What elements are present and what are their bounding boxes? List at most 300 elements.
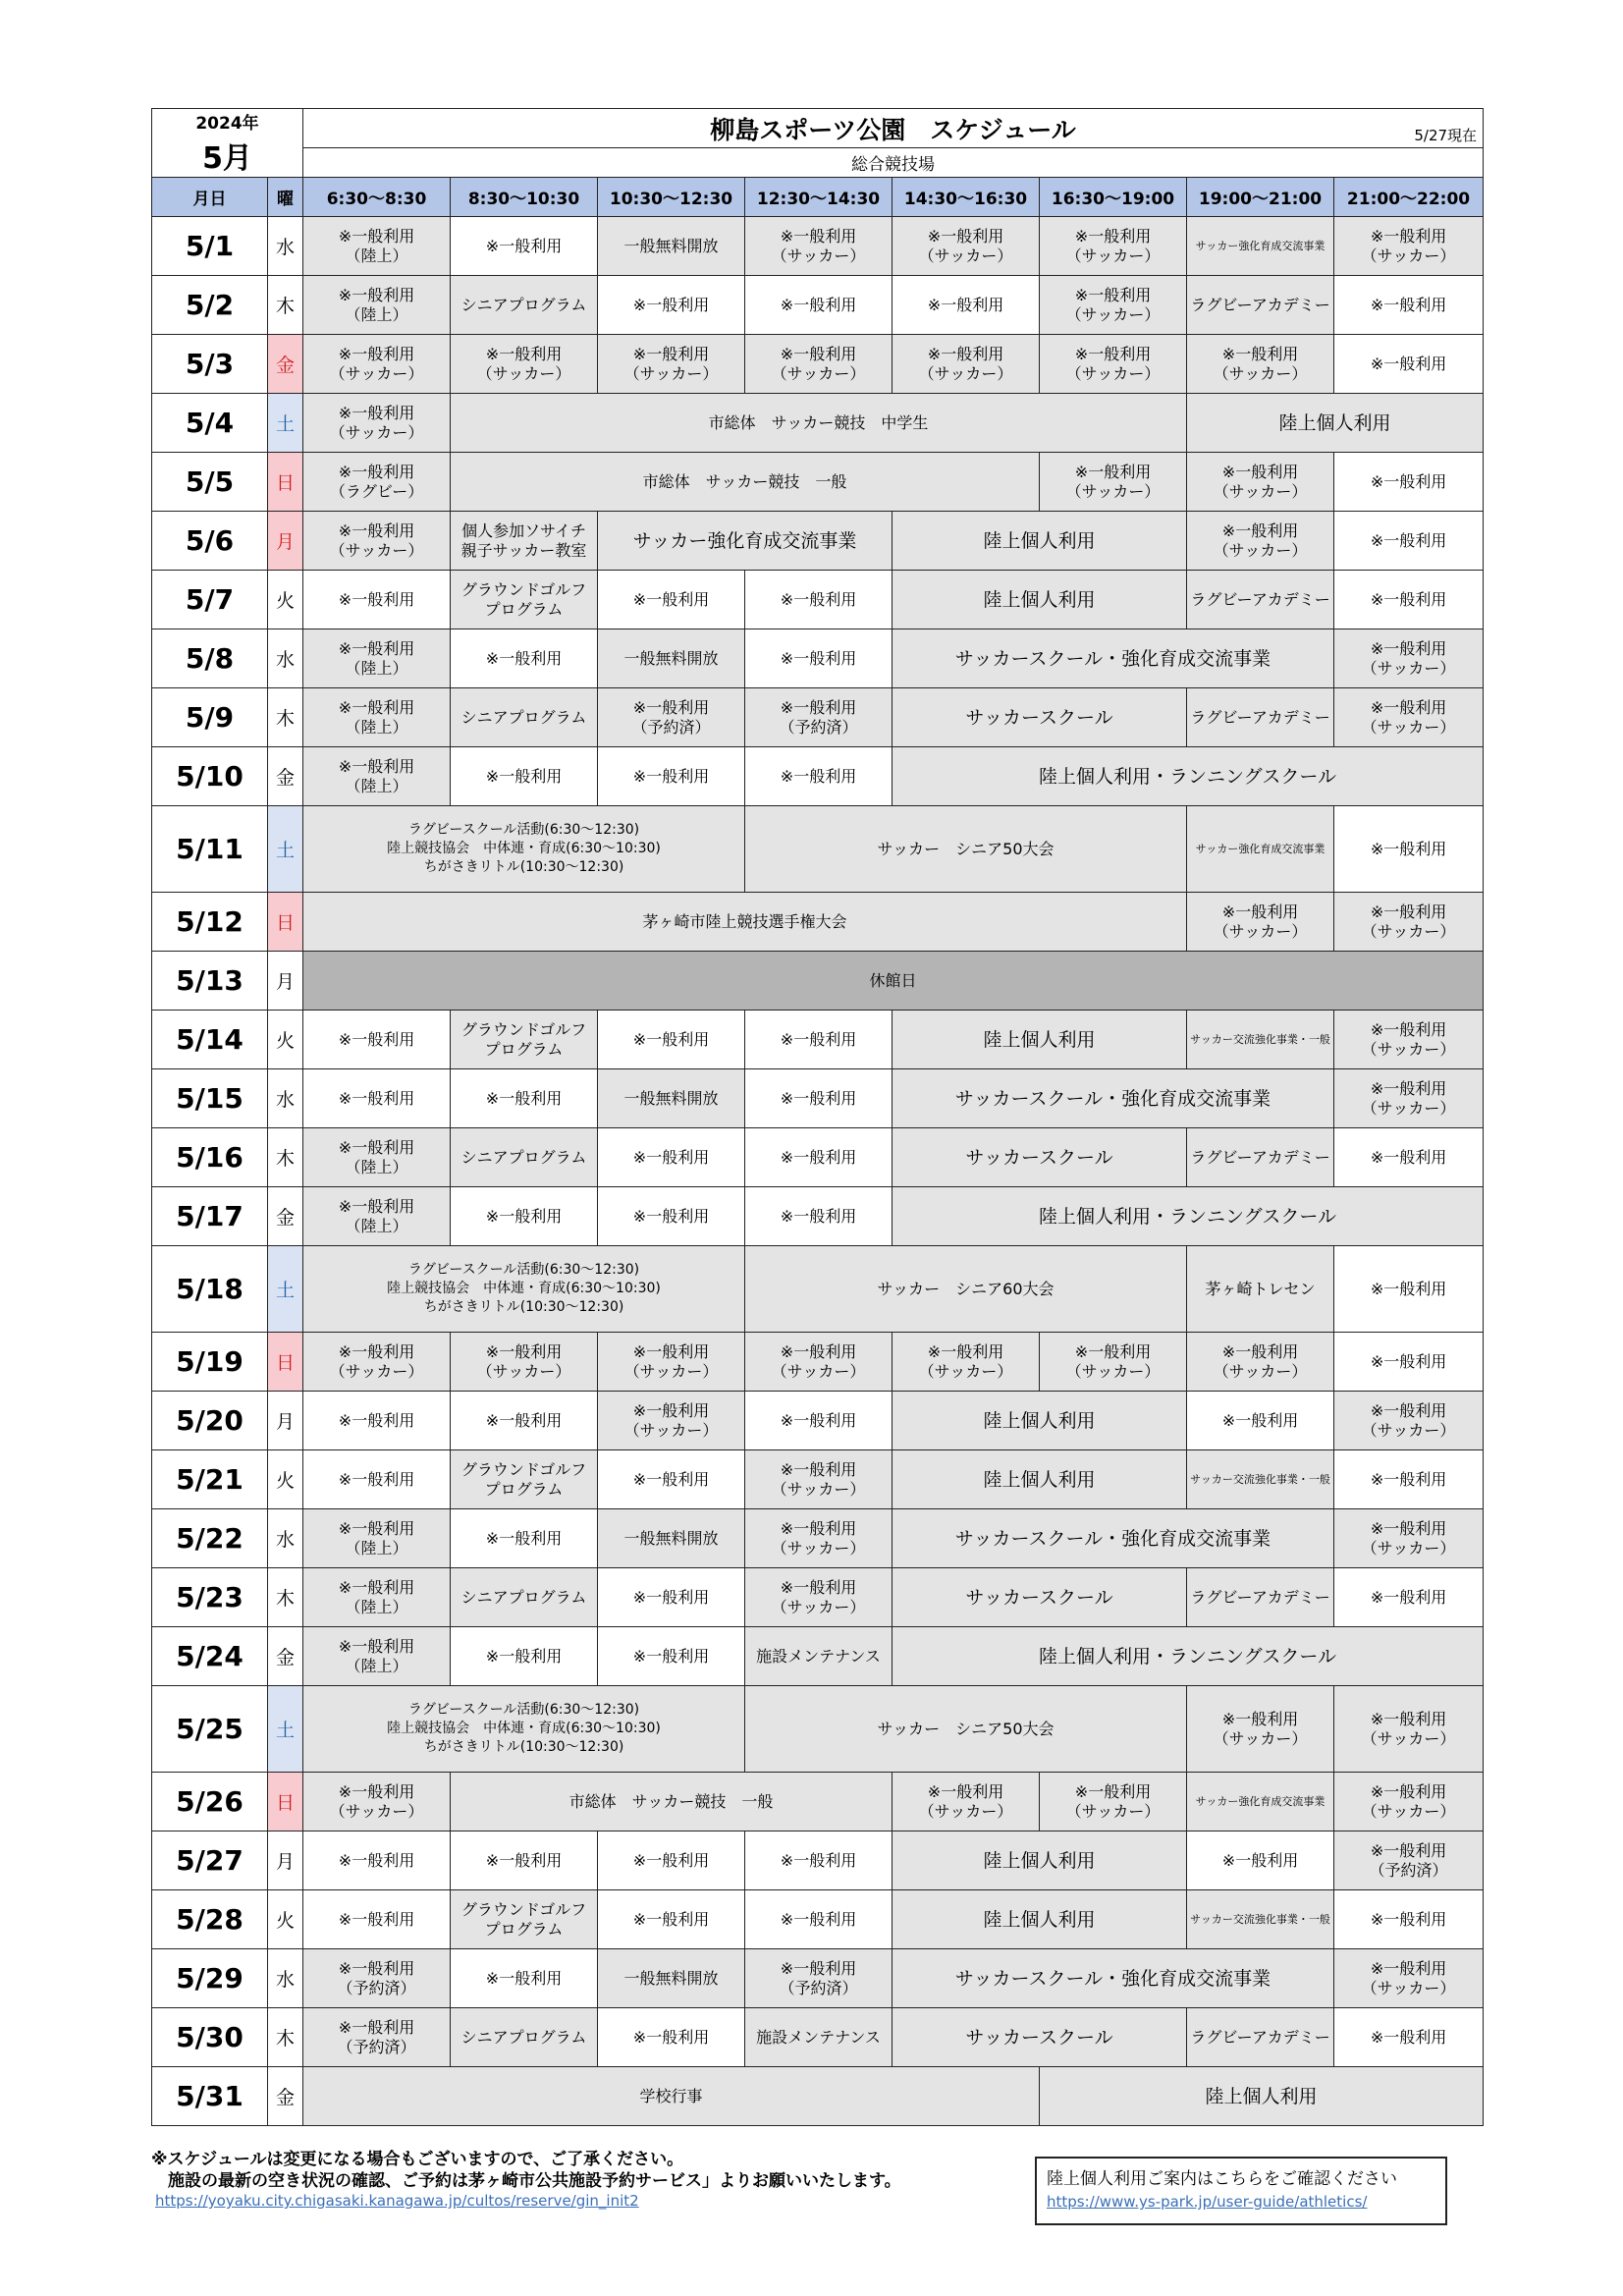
date-cell: 5/22 bbox=[152, 1509, 268, 1568]
schedule-cell bbox=[1334, 1831, 1484, 1890]
schedule-cell-line: ※一般利用 bbox=[338, 1410, 415, 1430]
schedule-cell-line: 一般無料開放 bbox=[623, 1968, 719, 1988]
schedule-cell bbox=[1040, 453, 1187, 512]
schedule-cell-line: ※一般利用 bbox=[338, 1518, 415, 1538]
schedule-row bbox=[152, 1949, 1484, 2008]
schedule-cell bbox=[745, 1831, 893, 1890]
schedule-cell bbox=[1187, 453, 1334, 512]
schedule-cell bbox=[1334, 1333, 1484, 1392]
date-cell: 5/1 bbox=[152, 217, 268, 276]
schedule-cell-line: ※一般利用 bbox=[1370, 1709, 1447, 1728]
schedule-cell-line: サッカースクール bbox=[965, 1146, 1113, 1169]
schedule-cell bbox=[451, 1890, 598, 1949]
schedule-cell-line: 一般無料開放 bbox=[623, 1088, 719, 1108]
schedule-cell bbox=[303, 1187, 451, 1246]
schedule-cell-line: サッカースクール bbox=[965, 1586, 1113, 1609]
schedule-cell bbox=[745, 1627, 893, 1686]
schedule-cell bbox=[1334, 1509, 1484, 1568]
schedule-row bbox=[152, 952, 1484, 1011]
col-header-slot: 16:30～19:00 bbox=[1040, 178, 1187, 217]
schedule-cell bbox=[1187, 276, 1334, 335]
schedule-cell-line: （サッカー） bbox=[329, 1801, 424, 1821]
col-header-slot: 19:00～21:00 bbox=[1187, 178, 1334, 217]
schedule-row bbox=[152, 453, 1484, 512]
schedule-cell-line: ※一般利用 bbox=[632, 1341, 710, 1361]
schedule-cell bbox=[1187, 1246, 1334, 1333]
schedule-cell-line: サッカースクール・強化育成交流事業 bbox=[954, 1087, 1271, 1110]
schedule-cell-line: （サッカー） bbox=[1361, 1728, 1456, 1748]
schedule-cell-line: ※一般利用 bbox=[780, 697, 857, 717]
venue-label: 総合競技場 bbox=[303, 148, 1484, 178]
schedule-cell-line: ※一般利用 bbox=[1370, 1078, 1447, 1098]
schedule-cell bbox=[598, 1568, 745, 1627]
schedule-cell bbox=[303, 512, 451, 571]
date-cell: 5/29 bbox=[152, 1949, 268, 2008]
schedule-row bbox=[152, 747, 1484, 806]
schedule-cell-line: ※一般利用 bbox=[1221, 344, 1299, 363]
schedule-cell-line: （サッカー） bbox=[1361, 717, 1456, 737]
schedule-row bbox=[152, 629, 1484, 688]
schedule-cell-line: （予約済） bbox=[1369, 1860, 1448, 1880]
schedule-cell bbox=[745, 1392, 893, 1450]
schedule-cell-line: ※一般利用 bbox=[632, 589, 710, 609]
schedule-cell bbox=[303, 1392, 451, 1450]
schedule-cell bbox=[451, 1627, 598, 1686]
schedule-row bbox=[152, 2008, 1484, 2067]
schedule-cell bbox=[893, 1949, 1334, 2008]
schedule-cell bbox=[1334, 1450, 1484, 1509]
schedule-cell-line: 陸上競技協会 中体連・育成(6:30～10:30) bbox=[387, 1281, 661, 1296]
schedule-cell-line: （サッカー） bbox=[918, 363, 1013, 383]
schedule-cell-line: （陸上） bbox=[345, 717, 408, 737]
schedule-cell bbox=[303, 1128, 451, 1187]
schedule-cell-line: （サッカー） bbox=[1213, 1361, 1308, 1381]
schedule-cell bbox=[745, 688, 893, 747]
month-label: 5月 bbox=[202, 141, 252, 176]
schedule-cell bbox=[303, 1890, 451, 1949]
schedule-row bbox=[152, 1128, 1484, 1187]
schedule-cell-line: （サッカー） bbox=[1065, 363, 1161, 383]
schedule-cell bbox=[745, 1450, 893, 1509]
schedule-cell-line: （サッカー） bbox=[918, 246, 1013, 265]
schedule-cell-line: 陸上個人利用 bbox=[983, 529, 1096, 552]
schedule-cell bbox=[893, 1568, 1187, 1627]
schedule-row bbox=[152, 217, 1484, 276]
schedule-cell-line: （サッカー） bbox=[623, 363, 719, 383]
schedule-row bbox=[152, 1392, 1484, 1450]
schedule-cell-line: ラグビーアカデミー bbox=[1190, 1147, 1330, 1167]
schedule-cell bbox=[598, 629, 745, 688]
schedule-cell bbox=[598, 1450, 745, 1509]
schedule-cell bbox=[598, 276, 745, 335]
schedule-cell bbox=[451, 335, 598, 394]
schedule-cell bbox=[451, 2008, 598, 2067]
schedule-cell-line: 陸上個人利用 bbox=[983, 1468, 1096, 1491]
schedule-cell bbox=[451, 1333, 598, 1392]
schedule-cell-line: シニアプログラム bbox=[460, 2027, 587, 2047]
schedule-cell-line: （陸上） bbox=[345, 1216, 408, 1235]
schedule-row bbox=[152, 512, 1484, 571]
schedule-cell-line: ※一般利用 bbox=[338, 1137, 415, 1157]
schedule-row bbox=[152, 688, 1484, 747]
schedule-cell-line: サッカースクール・強化育成交流事業 bbox=[954, 647, 1271, 670]
schedule-cell-line: 陸上個人利用 bbox=[983, 1028, 1096, 1051]
schedule-cell-line: （サッカー） bbox=[476, 1361, 571, 1381]
schedule-cell-line: ※一般利用 bbox=[1370, 1840, 1447, 1860]
schedule-row bbox=[152, 1011, 1484, 1069]
weekday-cell: 土 bbox=[268, 806, 303, 893]
schedule-cell bbox=[451, 1128, 598, 1187]
weekday-cell: 月 bbox=[268, 1831, 303, 1890]
schedule-cell bbox=[303, 1686, 745, 1773]
schedule-cell bbox=[1187, 806, 1334, 893]
schedule-cell-line: ※一般利用 bbox=[927, 344, 1004, 363]
schedule-cell-line: ※一般利用 bbox=[780, 1029, 857, 1049]
weekday-cell: 日 bbox=[268, 1333, 303, 1392]
schedule-cell-line: 陸上個人利用 bbox=[983, 1849, 1096, 1872]
date-cell: 5/12 bbox=[152, 893, 268, 952]
schedule-cell bbox=[1187, 1686, 1334, 1773]
weekday-cell: 金 bbox=[268, 747, 303, 806]
schedule-cell-line: ※一般利用 bbox=[632, 2027, 710, 2047]
date-cell: 5/31 bbox=[152, 2067, 268, 2126]
schedule-cell-line: ※一般利用 bbox=[1370, 1351, 1447, 1371]
schedule-cell bbox=[893, 629, 1334, 688]
schedule-cell-line: ※一般利用 bbox=[780, 1341, 857, 1361]
schedule-cell-line: ※一般利用 bbox=[338, 520, 415, 540]
date-cell: 5/15 bbox=[152, 1069, 268, 1128]
schedule-cell bbox=[1334, 688, 1484, 747]
schedule-cell bbox=[303, 952, 1484, 1011]
schedule-cell-line: ※一般利用 bbox=[1074, 226, 1152, 246]
weekday-cell: 金 bbox=[268, 1187, 303, 1246]
weekday-cell: 日 bbox=[268, 453, 303, 512]
schedule-cell-line: ※一般利用 bbox=[1074, 285, 1152, 304]
schedule-cell bbox=[893, 1831, 1187, 1890]
reservation-link[interactable]: https://yoyaku.city.chigasaki.kanagawa.jp/cultos/reserve/gin_init2 bbox=[155, 2192, 639, 2210]
schedule-cell-line: （陸上） bbox=[345, 1538, 408, 1558]
schedule-notice: ※スケジュールは変更になる場合もございますので、ご了承ください。 施設の最新の空き状況の確認、ご予約は茅ヶ崎市公共施設予約サービス」よりお願いいたします。 bbox=[151, 2150, 901, 2191]
schedule-row bbox=[152, 806, 1484, 893]
schedule-cell-line: （サッカー） bbox=[623, 1420, 719, 1440]
schedule-cell-line: 陸上個人利用・ランニングスクール bbox=[1038, 1645, 1337, 1667]
athletics-info-link[interactable]: https://www.ys-park.jp/user-guide/athletics/ bbox=[1047, 2193, 1368, 2211]
schedule-cell bbox=[598, 688, 745, 747]
schedule-cell bbox=[1334, 1392, 1484, 1450]
weekday-cell: 水 bbox=[268, 1509, 303, 1568]
schedule-cell bbox=[893, 1128, 1187, 1187]
schedule-cell-line: ※一般利用 bbox=[338, 403, 415, 422]
schedule-cell bbox=[1334, 276, 1484, 335]
schedule-cell-line: サッカースクール・強化育成交流事業 bbox=[954, 1967, 1271, 1990]
schedule-cell-line: 個人参加ソサイチ bbox=[461, 520, 586, 540]
schedule-cell-line: ラグビーアカデミー bbox=[1190, 707, 1330, 727]
schedule-cell bbox=[303, 688, 451, 747]
schedule-cell-line: サッカー強化育成交流事業 bbox=[632, 529, 857, 552]
schedule-cell-line: （サッカー） bbox=[771, 1361, 866, 1381]
schedule-cell bbox=[451, 1773, 893, 1831]
schedule-cell-line: 陸上個人利用 bbox=[1205, 2085, 1318, 2107]
schedule-cell-line: （サッカー） bbox=[329, 363, 424, 383]
schedule-cell-line: ※一般利用 bbox=[1370, 530, 1447, 550]
schedule-cell-line: ※一般利用 bbox=[780, 1410, 857, 1430]
schedule-cell bbox=[451, 1450, 598, 1509]
schedule-cell-line: ※一般利用 bbox=[338, 1636, 415, 1656]
schedule-cell bbox=[893, 688, 1187, 747]
schedule-cell bbox=[598, 1392, 745, 1450]
date-cell: 5/11 bbox=[152, 806, 268, 893]
schedule-cell-line: プログラム bbox=[484, 1919, 564, 1939]
schedule-cell-line: ※一般利用 bbox=[485, 344, 563, 363]
schedule-cell-line: ※一般利用 bbox=[780, 589, 857, 609]
schedule-cell-line: サッカースクール・強化育成交流事業 bbox=[954, 1527, 1271, 1550]
schedule-cell-line: （予約済） bbox=[631, 717, 711, 737]
schedule-cell bbox=[303, 1627, 451, 1686]
schedule-cell-line: ※一般利用 bbox=[1074, 344, 1152, 363]
schedule-cell-line: （陸上） bbox=[345, 246, 408, 265]
schedule-cell-line: （サッカー） bbox=[1361, 1801, 1456, 1821]
schedule-cell bbox=[1334, 1773, 1484, 1831]
schedule-cell bbox=[893, 1392, 1187, 1450]
schedule-cell-line: （サッカー） bbox=[1065, 1361, 1161, 1381]
schedule-cell bbox=[451, 1568, 598, 1627]
schedule-cell-line: ※一般利用 bbox=[1370, 1518, 1447, 1538]
schedule-cell bbox=[1334, 806, 1484, 893]
date-cell: 5/13 bbox=[152, 952, 268, 1011]
schedule-cell bbox=[598, 335, 745, 394]
schedule-cell bbox=[893, 571, 1187, 629]
schedule-cell-line: ※一般利用 bbox=[1370, 1147, 1447, 1167]
schedule-cell bbox=[745, 1890, 893, 1949]
schedule-cell-line: ※一般利用 bbox=[485, 1528, 563, 1548]
weekday-cell: 火 bbox=[268, 1890, 303, 1949]
date-cell: 5/20 bbox=[152, 1392, 268, 1450]
schedule-cell-line: ※一般利用 bbox=[338, 638, 415, 658]
weekday-cell: 木 bbox=[268, 2008, 303, 2067]
schedule-cell bbox=[303, 893, 1187, 952]
weekday-cell: 金 bbox=[268, 1627, 303, 1686]
schedule-row bbox=[152, 1246, 1484, 1333]
schedule-cell-line: ※一般利用 bbox=[485, 648, 563, 668]
schedule-cell bbox=[1040, 335, 1187, 394]
schedule-cell-line: ※一般利用 bbox=[632, 1029, 710, 1049]
schedule-cell bbox=[745, 1949, 893, 2008]
schedule-cell bbox=[893, 1011, 1187, 1069]
schedule-cell-line: （ラグビー） bbox=[329, 481, 424, 501]
schedule-cell bbox=[1334, 1890, 1484, 1949]
schedule-cell bbox=[303, 453, 451, 512]
schedule-cell-line: ※一般利用 bbox=[780, 1577, 857, 1597]
schedule-cell-line: サッカー強化育成交流事業 bbox=[1195, 1794, 1325, 1808]
schedule-row bbox=[152, 571, 1484, 629]
schedule-row bbox=[152, 1568, 1484, 1627]
schedule-cell bbox=[598, 1949, 745, 2008]
schedule-cell bbox=[745, 1069, 893, 1128]
schedule-cell-line: ラグビーアカデミー bbox=[1190, 2027, 1330, 2047]
schedule-cell-line: ※一般利用 bbox=[632, 295, 710, 314]
schedule-cell bbox=[1187, 1011, 1334, 1069]
schedule-cell-line: ※一般利用 bbox=[1074, 1341, 1152, 1361]
schedule-cell-line: ※一般利用 bbox=[780, 1518, 857, 1538]
schedule-cell bbox=[893, 747, 1484, 806]
weekday-cell: 火 bbox=[268, 1450, 303, 1509]
schedule-cell-line: ※一般利用 bbox=[780, 648, 857, 668]
schedule-cell bbox=[451, 276, 598, 335]
schedule-cell-line: ※一般利用 bbox=[1221, 1850, 1299, 1870]
schedule-cell-line: （サッカー） bbox=[1065, 246, 1161, 265]
schedule-cell bbox=[893, 512, 1187, 571]
schedule-cell-line: サッカー強化育成交流事業 bbox=[1195, 842, 1325, 855]
weekday-cell: 月 bbox=[268, 512, 303, 571]
schedule-cell-line: ※一般利用 bbox=[1370, 226, 1447, 246]
schedule-row bbox=[152, 394, 1484, 453]
schedule-cell-line: ※一般利用 bbox=[1370, 354, 1447, 373]
schedule-cell-line: ※一般利用 bbox=[632, 766, 710, 786]
athletics-info-title: 陸上個人利用ご案内はこちらをご確認ください bbox=[1047, 2169, 1397, 2189]
schedule-cell bbox=[1334, 2008, 1484, 2067]
schedule-cell-line: 陸上競技協会 中体連・育成(6:30～10:30) bbox=[387, 841, 661, 856]
schedule-cell bbox=[893, 217, 1040, 276]
schedule-cell-line: 親子サッカー教室 bbox=[460, 540, 587, 560]
schedule-cell-line: 茅ヶ崎トレセン bbox=[1205, 1279, 1316, 1298]
schedule-cell-line: サッカー シニア60大会 bbox=[877, 1279, 1055, 1298]
schedule-cell bbox=[893, 1627, 1484, 1686]
schedule-cell-line: ※一般利用 bbox=[338, 1196, 415, 1216]
schedule-row bbox=[152, 1831, 1484, 1890]
schedule-cell-line: ※一般利用 bbox=[338, 1469, 415, 1489]
schedule-cell-line: シニアプログラム bbox=[460, 707, 587, 727]
schedule-row bbox=[152, 276, 1484, 335]
schedule-cell bbox=[1187, 893, 1334, 952]
schedule-cell-line: プログラム bbox=[484, 599, 564, 619]
schedule-cell bbox=[598, 571, 745, 629]
schedule-cell-line: ※一般利用 bbox=[485, 1968, 563, 1988]
schedule-cell bbox=[303, 1246, 745, 1333]
schedule-cell bbox=[303, 1450, 451, 1509]
schedule-cell bbox=[1334, 629, 1484, 688]
schedule-cell-line: プログラム bbox=[484, 1479, 564, 1499]
schedule-cell-line: （サッカー） bbox=[1361, 1978, 1456, 1997]
schedule-cell-line: グラウンドゴルフ bbox=[460, 579, 587, 599]
col-header-slot: 6:30～8:30 bbox=[303, 178, 451, 217]
schedule-cell bbox=[451, 1187, 598, 1246]
schedule-cell-line: サッカー シニア50大会 bbox=[877, 839, 1055, 858]
col-header-slot: 8:30～10:30 bbox=[451, 178, 598, 217]
schedule-cell-line: ちがさきリトル(10:30～12:30) bbox=[423, 859, 624, 875]
schedule-cell bbox=[893, 1333, 1040, 1392]
date-cell: 5/14 bbox=[152, 1011, 268, 1069]
schedule-cell bbox=[1334, 512, 1484, 571]
schedule-cell bbox=[598, 1627, 745, 1686]
month-cell bbox=[152, 109, 303, 178]
schedule-cell-line: ラグビースクール活動(6:30～12:30) bbox=[407, 1702, 640, 1718]
schedule-cell bbox=[451, 1831, 598, 1890]
schedule-cell-line: ※一般利用 bbox=[780, 295, 857, 314]
schedule-cell bbox=[1334, 1069, 1484, 1128]
schedule-cell bbox=[745, 1686, 1187, 1773]
schedule-cell-line: ※一般利用 bbox=[927, 295, 1004, 314]
weekday-cell: 金 bbox=[268, 335, 303, 394]
col-header-date: 月日 bbox=[152, 178, 268, 217]
schedule-cell-line: ※一般利用 bbox=[780, 1459, 857, 1479]
schedule-cell bbox=[451, 453, 1040, 512]
schedule-cell-line: ※一般利用 bbox=[632, 1206, 710, 1226]
schedule-cell bbox=[745, 1568, 893, 1627]
schedule-cell-line: ※一般利用 bbox=[1370, 1781, 1447, 1801]
schedule-cell bbox=[893, 1450, 1187, 1509]
schedule-row bbox=[152, 335, 1484, 394]
schedule-cell-line: ※一般利用 bbox=[1221, 1709, 1299, 1728]
schedule-cell bbox=[745, 1246, 1187, 1333]
schedule-cell bbox=[1334, 1246, 1484, 1333]
schedule-cell-line: 茅ヶ崎市陸上競技選手権大会 bbox=[642, 911, 847, 931]
schedule-row bbox=[152, 2067, 1484, 2126]
schedule-cell-line: ※一般利用 bbox=[780, 1909, 857, 1929]
schedule-cell-line: 施設メンテナンス bbox=[756, 2027, 881, 2047]
schedule-cell-line: ※一般利用 bbox=[338, 1909, 415, 1929]
weekday-cell: 水 bbox=[268, 629, 303, 688]
schedule-cell-line: ※一般利用 bbox=[632, 1400, 710, 1420]
schedule-cell-line: ※一般利用 bbox=[632, 1646, 710, 1666]
schedule-cell bbox=[451, 629, 598, 688]
schedule-cell bbox=[893, 276, 1040, 335]
date-cell: 5/5 bbox=[152, 453, 268, 512]
schedule-cell-line: ※一般利用 bbox=[1074, 462, 1152, 481]
schedule-cell-line: シニアプログラム bbox=[460, 1587, 587, 1607]
date-cell: 5/30 bbox=[152, 2008, 268, 2067]
schedule-cell-line: ※一般利用 bbox=[780, 344, 857, 363]
schedule-cell-line: （サッカー） bbox=[1213, 481, 1308, 501]
schedule-cell bbox=[598, 1333, 745, 1392]
schedule-cell bbox=[1187, 512, 1334, 571]
schedule-cell-line: ※一般利用 bbox=[338, 2017, 415, 2037]
schedule-cell bbox=[598, 217, 745, 276]
schedule-cell-line: ※一般利用 bbox=[338, 344, 415, 363]
schedule-cell-line: ※一般利用 bbox=[1370, 2027, 1447, 2047]
schedule-cell bbox=[1187, 217, 1334, 276]
schedule-cell bbox=[1334, 1011, 1484, 1069]
schedule-cell-line: サッカー シニア50大会 bbox=[877, 1719, 1055, 1738]
schedule-cell-line: ※一般利用 bbox=[338, 1850, 415, 1870]
schedule-cell bbox=[1040, 217, 1187, 276]
schedule-cell-line: （予約済） bbox=[779, 1978, 858, 1997]
schedule-cell bbox=[745, 806, 1187, 893]
schedule-cell-line: （サッカー） bbox=[771, 246, 866, 265]
as-of-date: 5/27現在 bbox=[1414, 127, 1478, 144]
date-cell: 5/21 bbox=[152, 1450, 268, 1509]
schedule-row bbox=[152, 893, 1484, 952]
schedule-cell-line: ※一般利用 bbox=[1221, 902, 1299, 921]
schedule-cell-line: ラグビーアカデミー bbox=[1190, 589, 1330, 609]
schedule-cell bbox=[1187, 1450, 1334, 1509]
schedule-cell bbox=[1187, 1568, 1334, 1627]
schedule-cell-line: 陸上個人利用 bbox=[983, 1409, 1096, 1432]
schedule-cell-line: ※一般利用 bbox=[338, 462, 415, 481]
date-cell: 5/23 bbox=[152, 1568, 268, 1627]
schedule-cell bbox=[598, 512, 893, 571]
schedule-cell-line: ※一般利用 bbox=[780, 1147, 857, 1167]
schedule-table bbox=[151, 108, 1484, 2126]
date-cell: 5/24 bbox=[152, 1627, 268, 1686]
schedule-cell-line: （サッカー） bbox=[329, 540, 424, 560]
weekday-cell: 土 bbox=[268, 394, 303, 453]
schedule-cell-line: ※一般利用 bbox=[485, 1850, 563, 1870]
schedule-cell bbox=[1040, 276, 1187, 335]
schedule-cell-line: （サッカー） bbox=[1361, 1098, 1456, 1118]
schedule-cell bbox=[598, 2008, 745, 2067]
schedule-cell bbox=[1040, 1333, 1187, 1392]
schedule-cell-line: ※一般利用 bbox=[1370, 1279, 1447, 1298]
